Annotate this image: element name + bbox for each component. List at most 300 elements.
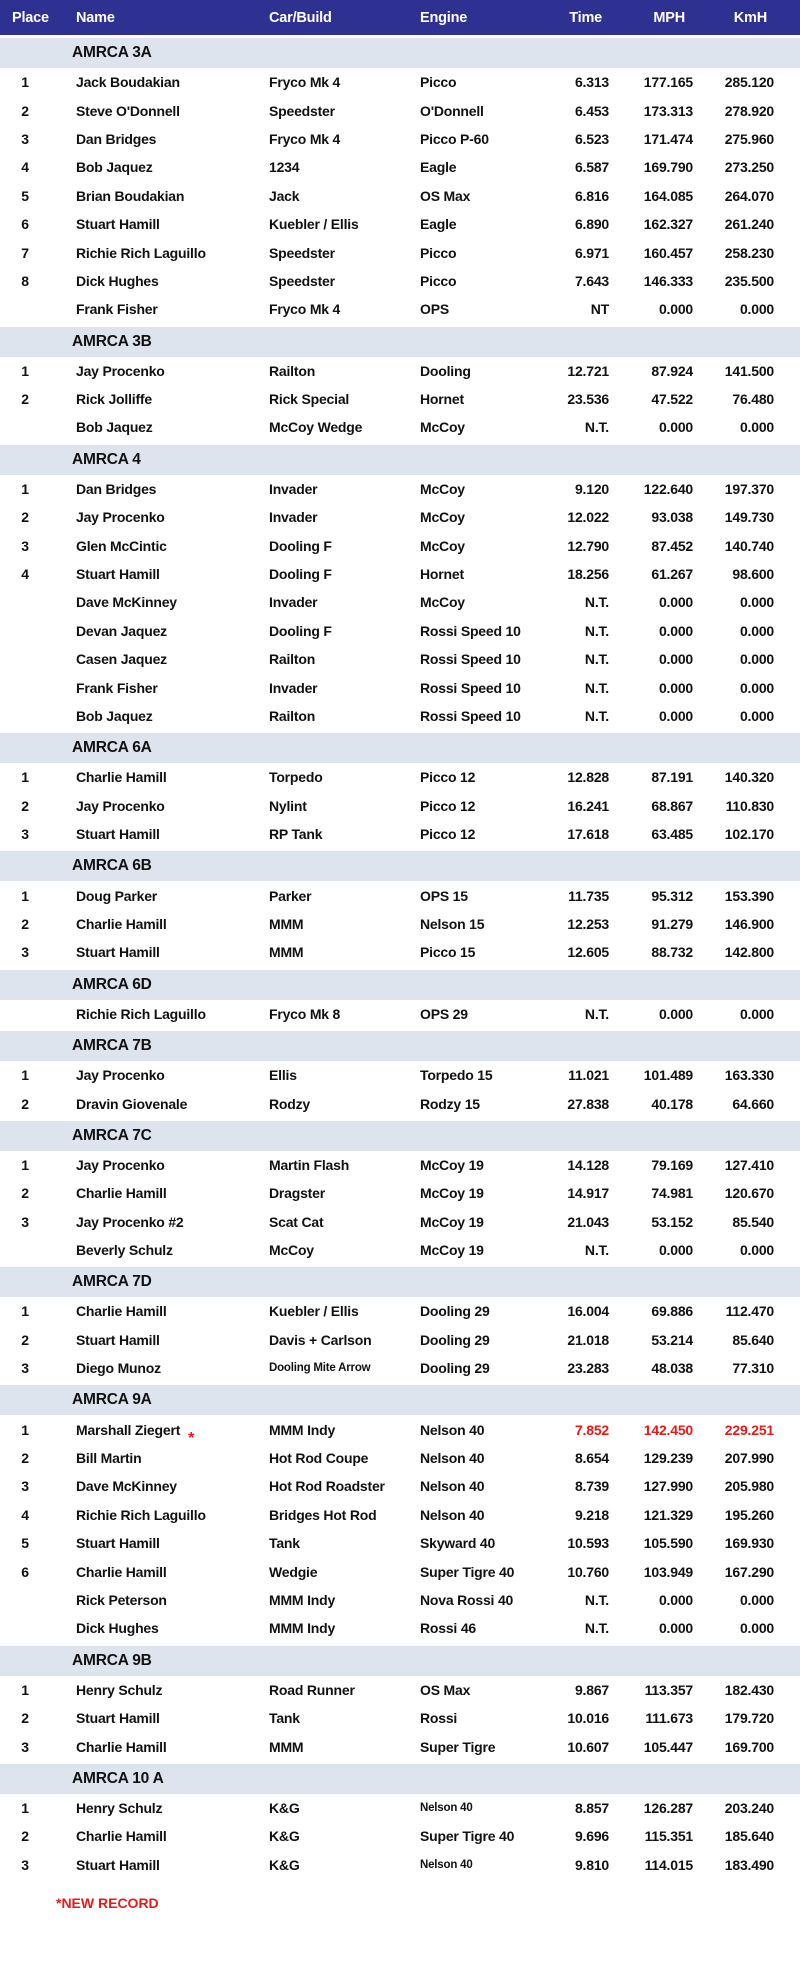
- result-row: [0, 673, 800, 701]
- cell-time: N.T.: [584, 1242, 609, 1259]
- cell-name: Richie Rich Laguillo: [76, 244, 206, 261]
- cell-name: Dan Bridges: [76, 130, 157, 147]
- cell-car-build: Dooling F: [269, 537, 332, 554]
- cell-engine: Rossi Speed 10: [420, 679, 521, 696]
- cell-name: Devan Jaquez: [76, 622, 167, 639]
- cell-engine: Skyward 40: [420, 1535, 496, 1552]
- result-row: [0, 1529, 800, 1557]
- class-section-header: [0, 1643, 800, 1676]
- class-title: AMRCA 7B: [72, 1036, 152, 1054]
- col-engine: Engine: [420, 9, 468, 26]
- result-row: [0, 820, 800, 848]
- cell-name: Glen McCintic: [76, 537, 167, 554]
- cell-kmh: 229.251: [724, 1421, 774, 1438]
- cell-engine: Nelson 40: [420, 1421, 485, 1438]
- result-row: [0, 357, 800, 385]
- cell-kmh: 179.720: [724, 1710, 774, 1727]
- cell-mph: 126.287: [643, 1799, 693, 1816]
- cell-time: 6.523: [574, 130, 609, 147]
- cell-car-build: Invader: [269, 480, 318, 497]
- cell-place: 3: [21, 1360, 29, 1377]
- cell-mph: 177.165: [643, 74, 693, 91]
- cell-time: 8.739: [574, 1478, 609, 1495]
- cell-mph: 0.000: [658, 594, 693, 611]
- cell-name: Doug Parker: [76, 887, 158, 904]
- cell-engine: Nelson 40: [420, 1478, 485, 1495]
- cell-name: Bill Martin: [76, 1450, 142, 1467]
- cell-place: 4: [21, 159, 29, 176]
- cell-time: NT: [590, 301, 609, 318]
- cell-place: 5: [21, 1535, 29, 1552]
- cell-name: Charlie Hamill: [76, 1828, 167, 1845]
- result-row: [0, 1415, 800, 1447]
- result-row: [0, 210, 800, 238]
- cell-place: 2: [21, 915, 29, 932]
- cell-time: 12.022: [567, 509, 609, 526]
- cell-place: 5: [21, 187, 29, 204]
- cell-car-build: Road Runner: [269, 1681, 355, 1698]
- class-section-header: [0, 1382, 800, 1415]
- cell-mph: 40.178: [651, 1095, 693, 1112]
- cell-mph: 87.191: [651, 769, 693, 786]
- cell-time: 8.654: [574, 1450, 609, 1467]
- class-title: AMRCA 9A: [72, 1391, 152, 1409]
- cell-name: Jay Procenko: [76, 362, 165, 379]
- cell-kmh: 142.800: [724, 944, 774, 961]
- result-row: [0, 881, 800, 909]
- cell-kmh: 0.000: [739, 301, 774, 318]
- result-row: [0, 1822, 800, 1850]
- cell-kmh: 169.930: [724, 1535, 774, 1552]
- cell-name: Charlie Hamill: [76, 1185, 167, 1202]
- cell-place: 2: [21, 1331, 29, 1348]
- cell-mph: 0.000: [658, 622, 693, 639]
- cell-car-build: K&G: [269, 1799, 300, 1816]
- cell-kmh: 77.310: [732, 1360, 774, 1377]
- cell-time: 12.828: [567, 769, 609, 786]
- class-section-header: [0, 1028, 800, 1061]
- cell-place: 2: [21, 1450, 29, 1467]
- cell-kmh: 0.000: [739, 1242, 774, 1259]
- cell-kmh: 163.330: [724, 1067, 774, 1084]
- cell-place: 2: [21, 1095, 29, 1112]
- cell-mph: 129.239: [643, 1450, 693, 1467]
- cell-car-build: Parker: [269, 887, 312, 904]
- cell-engine: Picco: [420, 74, 457, 91]
- cell-car-build: Speedster: [269, 272, 335, 289]
- cell-engine: McCoy 19: [420, 1242, 484, 1259]
- class-title: AMRCA 7D: [72, 1273, 152, 1291]
- cell-time: 23.283: [567, 1360, 609, 1377]
- cell-time: 16.004: [567, 1303, 609, 1320]
- cell-name: Stuart Hamill: [76, 826, 160, 843]
- cell-engine: McCoy: [420, 480, 465, 497]
- cell-mph: 0.000: [658, 419, 693, 436]
- cell-car-build: MMM: [269, 1738, 304, 1755]
- cell-name: Bob Jaquez: [76, 159, 153, 176]
- result-row: [0, 617, 800, 645]
- result-row: [0, 475, 800, 503]
- cell-time: 14.128: [567, 1156, 609, 1173]
- cell-kmh: 110.830: [725, 797, 774, 814]
- cell-car-build: Tank: [269, 1710, 300, 1727]
- cell-mph: 113.357: [644, 1681, 693, 1698]
- cell-engine: McCoy: [420, 419, 465, 436]
- cell-place: 1: [21, 769, 29, 786]
- cell-car-build: MMM Indy: [269, 1421, 336, 1438]
- cell-time: 21.018: [567, 1331, 609, 1348]
- footer: [0, 1879, 800, 1929]
- result-row: [0, 702, 800, 730]
- cell-time: 9.696: [574, 1828, 609, 1845]
- cell-name: Frank Fisher: [76, 301, 158, 318]
- cell-time: N.T.: [584, 651, 609, 668]
- cell-mph: 0.000: [658, 708, 693, 724]
- result-row: [0, 1000, 800, 1028]
- cell-mph: 142.450: [643, 1421, 693, 1438]
- col-name: Name: [76, 9, 115, 26]
- cell-name: Charlie Hamill: [76, 1738, 167, 1755]
- result-row: [0, 1444, 800, 1472]
- cell-mph: 87.452: [651, 537, 693, 554]
- class-section-header: [0, 442, 800, 475]
- class-title: AMRCA 9B: [72, 1651, 152, 1669]
- cell-kmh: 120.670: [724, 1185, 774, 1202]
- cell-car-build: RP Tank: [269, 826, 323, 843]
- cell-mph: 111.673: [645, 1710, 693, 1727]
- cell-engine: Super Tigre 40: [420, 1828, 515, 1845]
- cell-engine: Eagle: [420, 216, 457, 233]
- cell-time: 11.735: [568, 887, 609, 904]
- cell-time: 6.971: [574, 244, 609, 261]
- class-section-header: [0, 1118, 800, 1151]
- result-row: [0, 910, 800, 938]
- cell-kmh: 146.900: [724, 915, 774, 932]
- cell-place: 1: [21, 74, 29, 91]
- cell-name: Dick Hughes: [76, 1620, 159, 1637]
- cell-name: [76, 1421, 195, 1447]
- cell-mph: 47.522: [651, 391, 693, 408]
- cell-kmh: 85.640: [732, 1331, 774, 1348]
- cell-mph: 0.000: [658, 1591, 693, 1608]
- class-title: AMRCA 3A: [72, 44, 152, 61]
- cell-mph: 127.990: [643, 1478, 693, 1495]
- result-row: [0, 1179, 800, 1207]
- cell-kmh: 235.500: [724, 272, 774, 289]
- cell-car-build: McCoy Wedge: [269, 419, 363, 436]
- cell-time: N.T.: [584, 419, 609, 436]
- cell-kmh: 285.120: [724, 74, 774, 91]
- class-title: AMRCA 7C: [72, 1126, 152, 1144]
- cell-engine: Rossi Speed 10: [420, 651, 521, 668]
- result-row: [0, 295, 800, 323]
- cell-name: Stuart Hamill: [76, 1331, 160, 1348]
- cell-time: 6.816: [574, 187, 609, 204]
- cell-place: 1: [21, 887, 29, 904]
- class-section-header: [0, 1761, 800, 1794]
- cell-kmh: 258.230: [724, 244, 774, 261]
- cell-car-build: Tank: [269, 1535, 300, 1552]
- cell-kmh: 0.000: [739, 594, 774, 611]
- cell-time: 14.917: [567, 1185, 609, 1202]
- cell-name: Jay Procenko: [76, 797, 165, 814]
- cell-place: 1: [21, 1067, 29, 1084]
- cell-car-build: Fryco Mk 4: [269, 74, 341, 91]
- cell-place: 1: [21, 1303, 29, 1320]
- cell-name: Henry Schulz: [76, 1681, 163, 1698]
- cell-place: 3: [21, 1478, 29, 1495]
- cell-car-build: MMM: [269, 915, 304, 932]
- cell-name: Charlie Hamill: [76, 1563, 167, 1580]
- class-section-header: [0, 35, 800, 68]
- cell-engine: Picco: [420, 244, 457, 261]
- cell-engine: OS Max: [420, 187, 471, 204]
- cell-kmh: 207.990: [724, 1450, 774, 1467]
- cell-car-build: Invader: [269, 594, 318, 611]
- cell-place: 4: [21, 1506, 29, 1523]
- cell-mph: 171.474: [643, 130, 693, 147]
- cell-time: 16.241: [567, 797, 609, 814]
- result-row: [0, 645, 800, 673]
- cell-engine: OPS: [420, 301, 449, 318]
- cell-time: 10.760: [567, 1563, 609, 1580]
- cell-engine: Picco 12: [420, 826, 476, 843]
- cell-name: Jay Procenko: [76, 1156, 165, 1173]
- cell-car-build: MMM Indy: [269, 1620, 336, 1637]
- class-section-header: [0, 324, 800, 357]
- cell-mph: 87.924: [651, 362, 693, 379]
- cell-engine: Super Tigre: [420, 1738, 496, 1755]
- result-row: [0, 1151, 800, 1179]
- cell-place: 6: [21, 1563, 29, 1580]
- cell-mph: 0.000: [658, 301, 693, 318]
- cell-mph: 79.169: [651, 1156, 693, 1173]
- cell-mph: 122.640: [643, 480, 693, 497]
- cell-place: 2: [21, 1828, 29, 1845]
- cell-car-build: Hot Rod Roadster: [269, 1478, 385, 1495]
- cell-place: 3: [21, 537, 29, 554]
- cell-car-build: Speedster: [269, 102, 335, 119]
- cell-mph: 115.351: [644, 1828, 693, 1845]
- cell-engine: McCoy: [420, 509, 465, 526]
- class-title: AMRCA 10 A: [72, 1769, 164, 1787]
- cell-kmh: 205.980: [724, 1478, 774, 1495]
- cell-mph: 146.333: [643, 272, 693, 289]
- result-row: [0, 385, 800, 413]
- cell-mph: 88.732: [651, 944, 693, 961]
- col-place: Place: [12, 9, 49, 26]
- cell-time: 12.605: [567, 944, 609, 961]
- cell-time: 11.021: [568, 1067, 609, 1084]
- result-row: [0, 1297, 800, 1325]
- cell-name: Casen Jaquez: [76, 651, 167, 668]
- cell-engine: Rossi: [420, 1710, 458, 1727]
- cell-engine: OPS 29: [420, 1005, 468, 1022]
- cell-car-build: Hot Rod Coupe: [269, 1450, 369, 1467]
- result-row: [0, 238, 800, 266]
- cell-mph: 105.447: [643, 1738, 693, 1755]
- cell-kmh: 0.000: [739, 651, 774, 668]
- cell-engine: Rodzy 15: [420, 1095, 480, 1112]
- cell-place: 1: [21, 1156, 29, 1173]
- cell-place: 3: [21, 944, 29, 961]
- cell-engine: Hornet: [420, 391, 464, 408]
- cell-place: 1: [21, 1681, 29, 1698]
- cell-time: 9.810: [574, 1856, 609, 1873]
- result-row: [0, 96, 800, 124]
- cell-time: 9.867: [574, 1681, 609, 1698]
- cell-car-build: Torpedo: [269, 769, 323, 786]
- cell-kmh: 141.500: [724, 362, 774, 379]
- col-car: Car/Build: [269, 9, 332, 26]
- cell-mph: 91.279: [651, 915, 693, 932]
- cell-kmh: 140.740: [724, 537, 774, 554]
- cell-mph: 105.590: [643, 1535, 693, 1552]
- cell-name: Dick Hughes: [76, 272, 159, 289]
- cell-kmh: 140.320: [724, 769, 774, 786]
- cell-engine: McCoy 19: [420, 1185, 484, 1202]
- cell-time: 10.016: [567, 1710, 609, 1727]
- cell-time: 7.852: [574, 1421, 609, 1438]
- cell-name: Rick Peterson: [76, 1591, 167, 1608]
- cell-kmh: 182.430: [724, 1681, 774, 1698]
- cell-car-build: MMM: [269, 944, 304, 961]
- class-title: AMRCA 6D: [72, 975, 152, 993]
- cell-engine: Eagle: [420, 159, 457, 176]
- cell-name: Charlie Hamill: [76, 1303, 167, 1320]
- cell-engine: Rossi Speed 10: [420, 622, 521, 639]
- col-time: Time: [569, 9, 602, 26]
- cell-car-build: Kuebler / Ellis: [269, 1303, 359, 1320]
- cell-engine: Super Tigre 40: [420, 1563, 515, 1580]
- cell-time: N.T.: [584, 1620, 609, 1637]
- cell-mph: 164.085: [643, 187, 693, 204]
- result-row: [0, 1061, 800, 1089]
- cell-place: 1: [21, 1799, 29, 1816]
- cell-mph: 0.000: [658, 1620, 693, 1637]
- col-mph: MPH: [653, 9, 685, 26]
- cell-kmh: 0.000: [739, 1591, 774, 1608]
- cell-kmh: 0.000: [739, 679, 774, 696]
- cell-name: Dave McKinney: [76, 1478, 177, 1495]
- cell-kmh: 64.660: [732, 1095, 774, 1112]
- result-row: [0, 1704, 800, 1732]
- result-row: [0, 153, 800, 181]
- result-row: [0, 125, 800, 153]
- cell-name: Jay Procenko: [76, 1067, 165, 1084]
- cell-engine: Dooling: [420, 362, 471, 379]
- cell-time: N.T.: [584, 622, 609, 639]
- cell-place: 1: [21, 1421, 29, 1438]
- cell-time: N.T.: [584, 1591, 609, 1608]
- result-row: [0, 1089, 800, 1117]
- cell-kmh: 185.640: [724, 1828, 774, 1845]
- cell-engine: McCoy: [420, 537, 465, 554]
- cell-place: 1: [21, 362, 29, 379]
- cell-engine: Hornet: [420, 566, 464, 583]
- class-section-header: [0, 967, 800, 1000]
- cell-engine: Torpedo 15: [420, 1067, 493, 1084]
- cell-car-build: Fryco Mk 4: [269, 301, 341, 318]
- result-row: [0, 1326, 800, 1354]
- cell-mph: 162.327: [643, 216, 693, 233]
- cell-car-build: Wedgie: [269, 1563, 318, 1580]
- class-title: AMRCA 3B: [72, 332, 152, 350]
- cell-mph: 0.000: [658, 679, 693, 696]
- cell-name: Stuart Hamill: [76, 944, 160, 961]
- cell-place: 2: [21, 1185, 29, 1202]
- cell-kmh: 278.920: [724, 102, 774, 119]
- cell-car-build: Kuebler / Ellis: [269, 216, 359, 233]
- cell-name: Frank Fisher: [76, 679, 158, 696]
- cell-engine: Dooling 29: [420, 1360, 490, 1377]
- cell-mph: 114.015: [644, 1856, 693, 1873]
- cell-car-build: Dragster: [269, 1185, 325, 1202]
- cell-name-text: Marshall Ziegert: [76, 1421, 181, 1438]
- cell-mph: 74.981: [651, 1185, 693, 1202]
- cell-kmh: 167.290: [724, 1563, 774, 1580]
- cell-car-build: Scat Cat: [269, 1213, 324, 1230]
- cell-kmh: 195.260: [724, 1506, 774, 1523]
- cell-car-build: Dooling Mite Arrow: [269, 1362, 371, 1375]
- cell-car-build: Davis + Carlson: [269, 1331, 372, 1348]
- result-row: [0, 1472, 800, 1500]
- cell-name: Dan Bridges: [76, 480, 157, 497]
- cell-time: N.T.: [584, 679, 609, 696]
- cell-engine: Nelson 40: [420, 1506, 485, 1523]
- cell-mph: 53.152: [651, 1213, 693, 1230]
- cell-name: Stuart Hamill: [76, 566, 160, 583]
- cell-kmh: 0.000: [739, 419, 774, 436]
- cell-car-build: Fryco Mk 4: [269, 130, 341, 147]
- cell-car-build: Railton: [269, 708, 316, 724]
- cell-name: Jay Procenko #2: [76, 1213, 184, 1230]
- cell-name: Stuart Hamill: [76, 1710, 160, 1727]
- cell-mph: 93.038: [651, 509, 693, 526]
- cell-name: Diego Munoz: [76, 1360, 161, 1377]
- cell-name: Steve O'Donnell: [76, 102, 180, 119]
- cell-kmh: 127.410: [724, 1156, 774, 1173]
- cell-car-build: MMM Indy: [269, 1591, 336, 1608]
- class-section-header: [0, 1264, 800, 1297]
- cell-name: Charlie Hamill: [76, 915, 167, 932]
- cell-mph: 101.489: [643, 1067, 693, 1084]
- cell-place: 7: [21, 244, 29, 261]
- cell-name: Rick Jolliffe: [76, 391, 152, 408]
- cell-place: 3: [21, 826, 29, 843]
- result-row: [0, 938, 800, 966]
- cell-name: Jay Procenko: [76, 509, 165, 526]
- cell-name: Jack Boudakian: [76, 74, 180, 91]
- cell-name: Bob Jaquez: [76, 419, 153, 436]
- cell-kmh: 112.470: [725, 1303, 774, 1320]
- result-row: [0, 792, 800, 820]
- cell-kmh: 102.170: [724, 826, 774, 843]
- result-row: [0, 1557, 800, 1585]
- cell-kmh: 0.000: [739, 1620, 774, 1637]
- cell-kmh: 0.000: [739, 708, 774, 724]
- cell-name: Beverly Schulz: [76, 1242, 173, 1259]
- cell-mph: 61.267: [651, 566, 693, 583]
- result-row: [0, 1501, 800, 1529]
- cell-kmh: 0.000: [739, 622, 774, 639]
- record-star-icon: *: [188, 1429, 195, 1447]
- cell-kmh: 273.250: [724, 159, 774, 176]
- cell-car-build: Speedster: [269, 244, 335, 261]
- cell-time: 6.587: [574, 159, 609, 176]
- result-row: [0, 413, 800, 441]
- cell-kmh: 153.390: [724, 887, 774, 904]
